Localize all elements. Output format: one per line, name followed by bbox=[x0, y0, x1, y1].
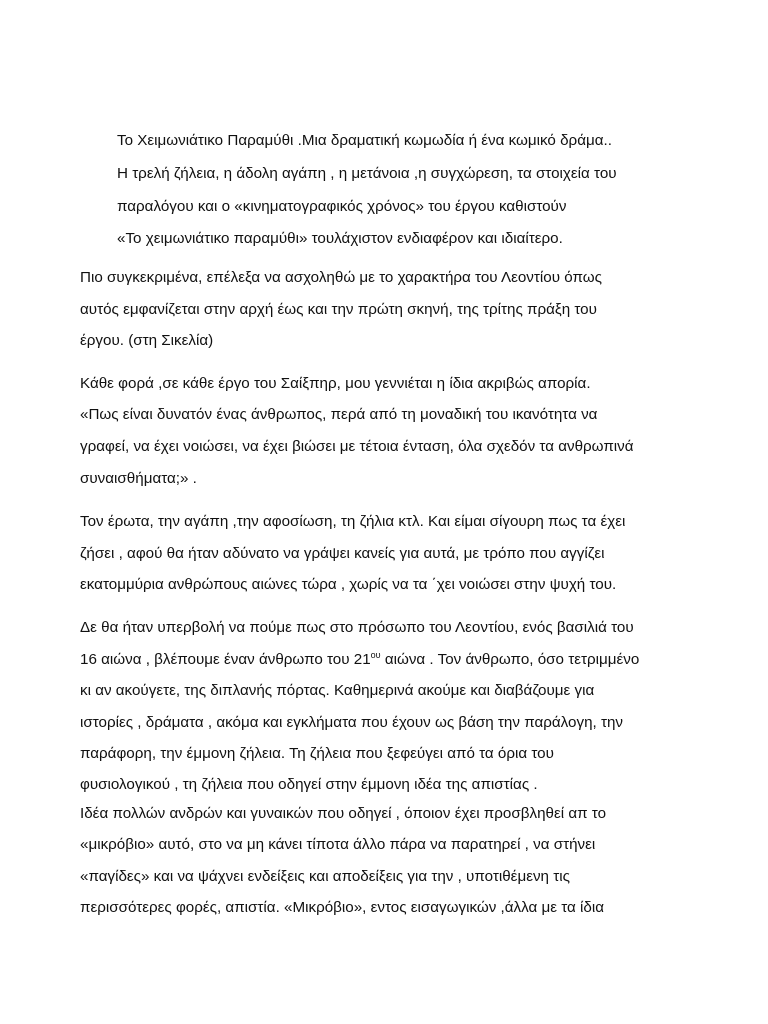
paragraph-line: αυτός εμφανίζεται στην αρχή έως και την πρώτη σκηνή, της τρίτης πράξη του bbox=[80, 301, 597, 318]
paragraph-line: Τον έρωτα, την αγάπη ,την αφοσίωση, τη ζήλια κτλ. Και είμαι σίγουρη πως τα έχει bbox=[80, 513, 626, 530]
paragraph-line: κι αν ακούγετε, της διπλανής πόρτας. Καθημερινά ακούμε και διαβάζουμε για bbox=[80, 682, 595, 699]
paragraph-line: ιστορίες , δράματα , ακόμα και εγκλήματα που έχουν ως βάση την παράλογη, την bbox=[80, 714, 623, 731]
paragraph-line: Δε θα ήταν υπερβολή να πούμε πως στο πρόσωπο του Λεοντίου, ενός βασιλιά του bbox=[80, 619, 634, 636]
ordinal-superscript: ου bbox=[370, 649, 381, 660]
paragraph-line: «παγίδες» και να ψάχνει ενδείξεις και αποδείξεις για την , υποτιθέμενη τις bbox=[80, 868, 570, 885]
line-text: αιώνα . Τον άνθρωπο, όσο τετριμμένο bbox=[380, 651, 640, 668]
paragraph-line: φυσιολογικού , τη ζήλεια που οδηγεί στην έμμονη ιδέα της απιστίας . bbox=[80, 776, 538, 793]
paragraph-line: Ιδέα πολλών ανδρών και γυναικών που οδηγεί , όποιον έχει προσβληθεί απ το bbox=[80, 805, 607, 822]
paragraph-line bbox=[80, 650, 639, 670]
paragraph-line: γραφεί, να έχει νοιώσει, να έχει βιώσει με τέτοια ένταση, όλα σχεδόν τα ανθρωπινά bbox=[80, 438, 634, 455]
paragraph-line: «μικρόβιο» αυτό, στο να μη κάνει τίποτα άλλο πάρα να παρατηρεί , να στήνει bbox=[80, 836, 596, 853]
line-text: 16 αιώνα , βλέπουμε έναν άνθρωπο του 21 bbox=[80, 651, 371, 668]
paragraph-line: Πιο συγκεκριμένα, επέλεξα να ασχοληθώ με το χαρακτήρα του Λεοντίου όπως bbox=[80, 269, 602, 286]
intro-line: Η τρελή ζήλεια, η άδολη αγάπη , η μετάνοια ,η συγχώρεση, τα στοιχεία του bbox=[117, 165, 617, 182]
paragraph-line: ζήσει , αφού θα ήταν αδύνατο να γράψει κανείς για αυτά, με τρόπο που αγγίζει bbox=[80, 545, 605, 562]
paragraph-line: συναισθήματα;» . bbox=[80, 470, 197, 487]
paragraph-line: παράφορη, την έμμονη ζήλεια. Τη ζήλεια που ξεφεύγει από τα όρια του bbox=[80, 745, 554, 762]
intro-line: Το Χειμωνιάτικο Παραμύθι .Μια δραματική κωμωδία ή ένα κωμικό δράμα.. bbox=[117, 132, 612, 149]
paragraph-line: περισσότερες φορές, απιστία. «Μικρόβιο», εντος εισαγωγικών ,άλλα με τα ίδια bbox=[80, 899, 605, 916]
intro-line: παραλόγου και ο «κινηματογραφικός χρόνος» του έργου καθιστούν bbox=[117, 198, 567, 215]
paragraph-line: έργου. (στη Σικελία) bbox=[80, 332, 214, 349]
paragraph-line: «Πως είναι δυνατόν ένας άνθρωπος, περά από τη μοναδική του ικανότητα να bbox=[80, 406, 598, 423]
paragraph-line: εκατομμύρια ανθρώπους αιώνες τώρα , χωρίς να τα ΄χει νοιώσει στην ψυχή του. bbox=[80, 576, 617, 593]
intro-line: «Το χειμωνιάτικο παραμύθι» τουλάχιστον ενδιαφέρον και ιδιαίτερο. bbox=[117, 230, 563, 247]
paragraph-line: Κάθε φορά ,σε κάθε έργο του Σαίξπηρ, μου γεννιέται η ίδια ακριβώς απορία. bbox=[80, 375, 591, 392]
